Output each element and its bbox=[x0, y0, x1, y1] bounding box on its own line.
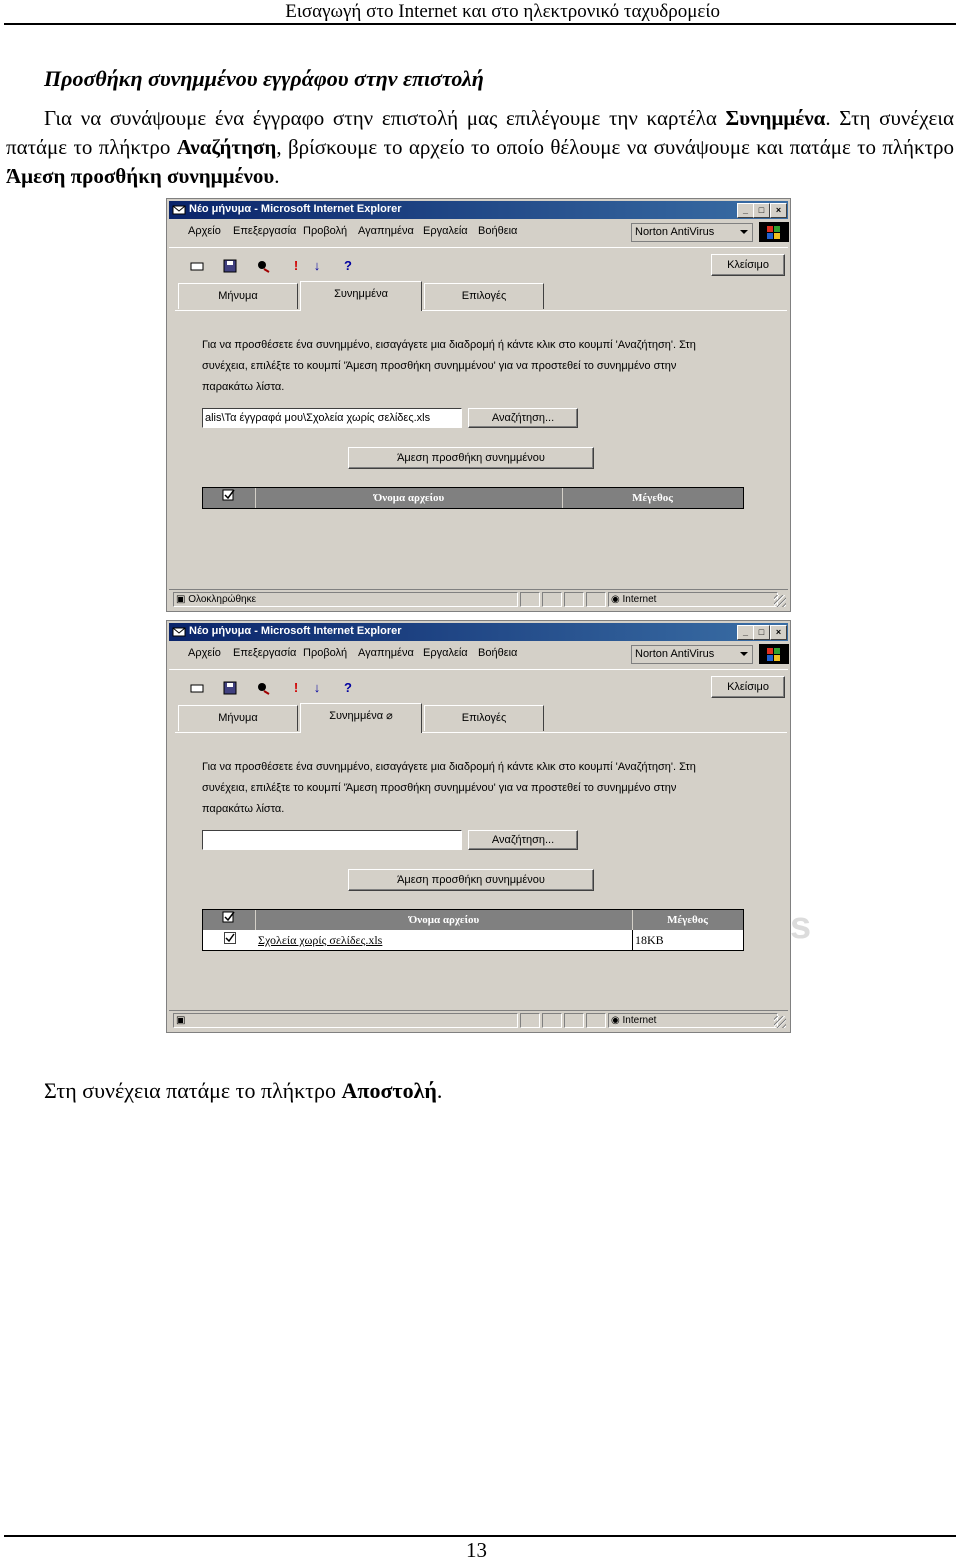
search-button[interactable]: Αναζήτηση... bbox=[468, 830, 578, 850]
status-cell bbox=[542, 1013, 562, 1028]
status-cell bbox=[542, 592, 562, 607]
help-icon[interactable]: ? bbox=[344, 680, 352, 695]
send-icon[interactable] bbox=[189, 680, 205, 696]
menu-help[interactable]: Βοήθεια bbox=[478, 225, 518, 237]
status-text-cell bbox=[173, 592, 518, 607]
row-checkbox[interactable] bbox=[203, 930, 256, 950]
attachment-checkbox-icon bbox=[222, 911, 236, 923]
menu-tools[interactable]: Εργαλεία bbox=[423, 225, 468, 237]
toolbar bbox=[169, 669, 788, 706]
menu-edit[interactable]: Επεξεργασία bbox=[233, 647, 297, 659]
status-cell bbox=[586, 592, 606, 607]
dropdown-arrow-icon bbox=[740, 230, 748, 234]
bottom-bold-send: Αποστολή bbox=[341, 1078, 437, 1103]
importance-low-icon[interactable]: ↓ bbox=[313, 258, 321, 273]
page-icon: ▣ bbox=[176, 1015, 186, 1026]
para-bold-add: Άμεση προσθήκη συνημμένου bbox=[6, 164, 275, 188]
tab-row bbox=[169, 705, 788, 733]
attachments-panel bbox=[175, 732, 787, 1008]
para-text-4: . bbox=[274, 164, 280, 188]
tab-attachments-label: Συνημμένα bbox=[329, 710, 384, 722]
page-header bbox=[0, 0, 960, 26]
menu-favorites[interactable]: Αγαπημένα bbox=[358, 647, 414, 659]
globe-icon: ◉ bbox=[611, 1015, 623, 1026]
menu-file[interactable]: Αρχείο bbox=[188, 647, 221, 659]
dropdown-arrow-icon bbox=[740, 652, 748, 656]
close-button[interactable]: Κλείσιμο bbox=[711, 254, 785, 276]
status-bar bbox=[169, 589, 788, 609]
attach-column-header bbox=[203, 910, 256, 930]
minimize-button[interactable]: _ bbox=[737, 625, 754, 640]
table-header bbox=[203, 910, 743, 930]
menu-edit[interactable]: Επεξεργασία bbox=[233, 225, 297, 237]
maximize-button[interactable]: □ bbox=[753, 625, 770, 640]
status-cell bbox=[564, 592, 584, 607]
filename-column-header[interactable]: Όνομα αρχείου bbox=[256, 910, 633, 930]
para-text-2: . Στη συνέχεια πατάμε το πλήκτρο bbox=[6, 106, 954, 159]
page-number: 13 bbox=[466, 1538, 487, 1562]
attachment-checkbox-icon bbox=[222, 489, 236, 501]
resize-grip[interactable] bbox=[774, 1016, 786, 1028]
check-names-icon[interactable] bbox=[255, 680, 271, 696]
envelope-icon bbox=[172, 203, 186, 217]
header-rule bbox=[4, 23, 956, 25]
maximize-button[interactable]: □ bbox=[753, 203, 770, 218]
tab-options[interactable]: Επιλογές bbox=[424, 705, 544, 731]
footer-rule bbox=[4, 1535, 956, 1537]
globe-icon: ◉ bbox=[611, 594, 623, 605]
bottom-end: . bbox=[436, 1078, 443, 1103]
norton-label: Norton AntiVirus bbox=[635, 648, 715, 660]
tab-attachments[interactable]: Συνημμένα bbox=[300, 281, 422, 311]
tab-message[interactable]: Μήνυμα bbox=[178, 283, 298, 309]
path-input[interactable] bbox=[202, 830, 462, 850]
tab-row bbox=[169, 283, 788, 311]
screenshot-window-1 bbox=[166, 198, 791, 612]
attachments-panel bbox=[175, 310, 787, 587]
instructions-text: Για να προσθέσετε ένα συνημμένο, εισαγάγετε μια διαδρομή ή κάντε κλικ στο κουμπί 'Αναζήτηση'. Στη συνέχεια, επιλέξτε το κουμπί 'Άμεση προσθήκη συνημμένου' για να προστεθεί το συνημμένο στην παρακάτω λίστα. bbox=[202, 339, 696, 393]
status-text-cell bbox=[173, 1013, 518, 1028]
file-size-cell: 18KB bbox=[635, 933, 664, 947]
status-cell bbox=[586, 1013, 606, 1028]
status-cell bbox=[520, 1013, 540, 1028]
menu-tools[interactable]: Εργαλεία bbox=[423, 647, 468, 659]
zone-text: Internet bbox=[622, 1015, 657, 1026]
window-title: Νέο μήνυμα - Microsoft Internet Explorer bbox=[189, 203, 402, 215]
toolbar bbox=[169, 247, 788, 284]
table-header bbox=[203, 488, 743, 508]
section-title: Προσθήκη συνημμένου εγγράφου στην επιστολή bbox=[44, 66, 484, 91]
tab-options[interactable]: Επιλογές bbox=[424, 283, 544, 309]
menu-favorites[interactable]: Αγαπημένα bbox=[358, 225, 414, 237]
menu-view[interactable]: Προβολή bbox=[303, 647, 348, 659]
windows-logo-icon bbox=[759, 222, 789, 242]
bottom-instruction bbox=[44, 1078, 442, 1104]
tab-message[interactable]: Μήνυμα bbox=[178, 705, 298, 731]
path-input[interactable]: alis\Τα έγγραφά μου\Σχολεία χωρίς σελίδες.xls bbox=[202, 408, 462, 428]
para-bold-attachments: Συνημμένα bbox=[725, 106, 826, 130]
resize-grip[interactable] bbox=[774, 595, 786, 607]
menu-help[interactable]: Βοήθεια bbox=[478, 647, 518, 659]
status-cell bbox=[520, 592, 540, 607]
title-bar bbox=[169, 201, 788, 219]
size-column-header[interactable]: Μέγεθος bbox=[632, 492, 673, 504]
menu-file[interactable]: Αρχείο bbox=[188, 225, 221, 237]
close-button[interactable]: Κλείσιμο bbox=[711, 676, 785, 698]
watermark-text: s bbox=[790, 905, 812, 947]
norton-antivirus-dropdown[interactable] bbox=[631, 645, 753, 664]
window-title: Νέο μήνυμα - Microsoft Internet Explorer bbox=[189, 625, 402, 637]
search-button[interactable]: Αναζήτηση... bbox=[468, 408, 578, 428]
add-attachment-button[interactable]: Άμεση προσθήκη συνημμένου bbox=[348, 447, 594, 469]
menu-bar bbox=[169, 221, 788, 243]
bottom-text: Στη συνέχεια πατάμε το πλήκτρο bbox=[44, 1078, 342, 1103]
size-column-header[interactable]: Μέγεθος bbox=[667, 914, 708, 926]
importance-high-icon[interactable]: ! bbox=[293, 680, 299, 695]
add-attachment-button[interactable]: Άμεση προσθήκη συνημμένου bbox=[348, 869, 594, 891]
zone-text: Internet bbox=[622, 594, 657, 605]
check-names-icon[interactable] bbox=[255, 258, 271, 274]
instructions-paragraph bbox=[6, 104, 954, 191]
zone-cell bbox=[608, 592, 778, 607]
menu-view[interactable]: Προβολή bbox=[303, 225, 348, 237]
menu-bar bbox=[169, 643, 788, 665]
minimize-button[interactable]: _ bbox=[737, 203, 754, 218]
close-window-button[interactable]: × bbox=[770, 625, 787, 640]
table-row[interactable] bbox=[203, 930, 743, 950]
save-icon[interactable] bbox=[222, 258, 238, 274]
status-bar bbox=[169, 1010, 788, 1030]
title-bar bbox=[169, 623, 788, 641]
header-title: Εισαγωγή στο Internet και στο ηλεκτρονικό ταχυδρομείο bbox=[285, 1, 720, 22]
checkbox-checked-icon bbox=[224, 932, 236, 944]
paperclip-icon: ⌀ bbox=[386, 710, 393, 722]
para-text-1: Για να συνάψουμε ένα έγγραφο στην επιστολή μας επιλέγουμε την καρτέλα bbox=[44, 106, 726, 130]
file-name-cell[interactable]: Σχολεία χωρίς σελίδες.xls bbox=[256, 930, 633, 950]
status-cell bbox=[564, 1013, 584, 1028]
windows-logo-icon bbox=[759, 644, 789, 664]
para-text-3: , βρίσκουμε το αρχείο το οποίο θέλουμε να συνάψουμε και πατάμε το πλήκτρο bbox=[276, 135, 954, 159]
save-icon[interactable] bbox=[222, 680, 238, 696]
instructions-text: Για να προσθέσετε ένα συνημμένο, εισαγάγετε μια διαδρομή ή κάντε κλικ στο κουμπί 'Αναζήτηση'. Στη συνέχεια, επιλέξτε το κουμπί 'Άμεση προσθήκη συνημμένου' για να προστεθεί το συνημμένο στην παρακάτω λίστα. bbox=[202, 761, 696, 815]
norton-antivirus-dropdown[interactable] bbox=[631, 223, 753, 242]
norton-label: Norton AntiVirus bbox=[635, 226, 715, 238]
help-icon[interactable]: ? bbox=[344, 258, 352, 273]
page-icon: ▣ bbox=[176, 594, 189, 605]
attachments-table bbox=[202, 909, 744, 951]
status-text: Ολοκληρώθηκε bbox=[188, 594, 257, 605]
zone-cell bbox=[608, 1013, 778, 1028]
attachments-table bbox=[202, 487, 744, 509]
send-icon[interactable] bbox=[189, 258, 205, 274]
importance-low-icon[interactable]: ↓ bbox=[313, 680, 321, 695]
envelope-icon bbox=[172, 625, 186, 639]
screenshot-window-2 bbox=[166, 620, 791, 1033]
para-bold-search: Αναζήτηση bbox=[176, 135, 277, 159]
filename-column-header[interactable]: Όνομα αρχείου bbox=[256, 488, 563, 508]
tab-attachments[interactable] bbox=[300, 703, 422, 733]
importance-high-icon[interactable]: ! bbox=[293, 258, 299, 273]
close-window-button[interactable]: × bbox=[770, 203, 787, 218]
attach-column-header bbox=[203, 488, 256, 508]
